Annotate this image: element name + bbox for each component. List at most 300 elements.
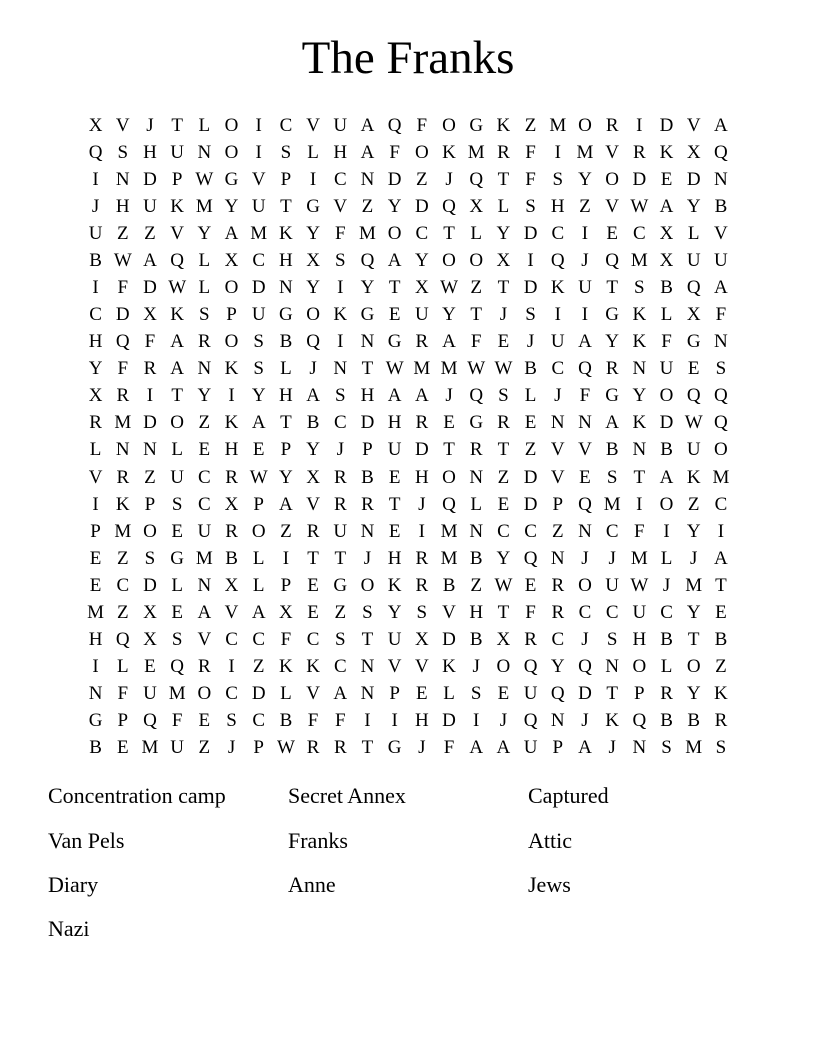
grid-letter: P — [280, 439, 292, 461]
grid-letter: F — [117, 358, 129, 380]
grid-letter: H — [333, 141, 348, 163]
grid-letter: D — [414, 195, 429, 217]
grid-letter: R — [415, 412, 429, 434]
grid-letter: N — [360, 683, 375, 705]
grid-letter: H — [387, 412, 402, 434]
grid-letter: Q — [523, 547, 538, 569]
grid-letter: L — [443, 683, 455, 705]
grid-letter: N — [360, 656, 375, 678]
grid-letter: S — [498, 385, 509, 407]
grid-letter: A — [170, 358, 185, 380]
grid-letter: J — [662, 574, 671, 596]
grid-letter: K — [279, 222, 293, 244]
grid-letter: N — [197, 574, 212, 596]
grid-letter: K — [306, 656, 320, 678]
grid-letter: V — [387, 656, 402, 678]
grid-letter: S — [525, 195, 536, 217]
grid-letter: I — [228, 385, 235, 407]
grid-letter: X — [414, 629, 429, 651]
grid-letter: L — [89, 439, 102, 461]
grid-letter: T — [633, 466, 646, 488]
grid-letter: K — [686, 466, 701, 488]
grid-letter: O — [469, 249, 484, 271]
grid-letter: S — [416, 601, 428, 623]
grid-letter: R — [225, 466, 238, 488]
grid-letter: I — [92, 277, 99, 298]
grid-letter: H — [550, 195, 565, 217]
grid-letter: H — [469, 601, 484, 623]
grid-letter: Z — [715, 656, 727, 678]
grid-row — [82, 464, 735, 491]
grid-letter: O — [170, 412, 185, 434]
grid-letter: Q — [143, 710, 157, 732]
grid-letter: V — [686, 114, 701, 136]
word-bank-item: Van Pels — [48, 827, 125, 853]
grid-letter: A — [496, 737, 511, 759]
word-bank — [48, 774, 788, 952]
grid-letter: L — [660, 656, 673, 678]
puzzle-title: The Franks — [301, 32, 515, 84]
grid-letter: P — [280, 168, 292, 190]
grid-letter: A — [578, 737, 592, 759]
grid-letter: I — [554, 141, 561, 163]
grid-letter: K — [224, 412, 239, 434]
grid-letter: C — [524, 520, 537, 542]
grid-letter: P — [171, 168, 183, 190]
grid-letter: A — [387, 385, 402, 407]
grid-letter: R — [605, 358, 619, 380]
grid-letter: A — [333, 683, 348, 705]
grid-letter: Q — [115, 629, 130, 651]
grid-letter: Q — [115, 331, 130, 353]
grid-letter: V — [197, 629, 212, 651]
grid-letter: U — [686, 439, 701, 461]
grid-letter: T — [497, 601, 510, 623]
grid-letter: O — [496, 656, 511, 678]
grid-letter: I — [309, 168, 317, 190]
grid-letter: Q — [387, 114, 402, 136]
grid-letter: X — [306, 466, 320, 488]
grid-letter: S — [525, 304, 536, 326]
grid-letter: C — [551, 222, 565, 244]
grid-letter: C — [714, 493, 728, 515]
grid-letter: Z — [116, 601, 129, 623]
grid-letter: R — [333, 466, 347, 488]
grid-letter: J — [554, 385, 562, 407]
grid-letter: V — [306, 683, 320, 705]
grid-letter: X — [686, 141, 701, 163]
grid-letter: T — [307, 547, 319, 569]
grid-letter: Q — [469, 168, 484, 190]
grid-letter: P — [90, 520, 101, 542]
grid-letter: D — [115, 304, 130, 326]
grid-letter: U — [88, 222, 103, 244]
grid-letter: T — [606, 277, 618, 298]
grid-letter: F — [634, 520, 645, 542]
grid-row — [82, 329, 735, 356]
grid-letter: X — [496, 629, 511, 651]
grid-letter: T — [280, 195, 292, 217]
grid-letter: Z — [144, 466, 156, 488]
grid-letter: E — [144, 656, 156, 678]
grid-letter: P — [253, 737, 264, 759]
grid-letter: O — [659, 385, 674, 407]
grid-letter: U — [143, 683, 157, 705]
grid-letter: E — [198, 710, 211, 732]
grid-letter: A — [714, 114, 728, 136]
grid-letter: R — [415, 547, 429, 569]
grid-letter: Q — [632, 710, 647, 732]
grid-letter: W — [440, 277, 458, 298]
grid-letter: H — [414, 710, 429, 732]
grid-letter: C — [551, 629, 565, 651]
grid-letter: Y — [578, 168, 592, 190]
grid-letter: N — [714, 168, 728, 190]
grid-letter: D — [251, 277, 266, 298]
grid-letter: V — [714, 222, 728, 244]
grid-letter: E — [715, 601, 727, 623]
grid-letter: B — [660, 629, 673, 651]
grid-letter: R — [198, 331, 211, 353]
grid-letter: L — [198, 114, 211, 136]
grid-letter: F — [117, 683, 129, 705]
grid-letter: O — [714, 439, 728, 461]
grid-letter: T — [280, 412, 292, 434]
grid-letter: Z — [524, 114, 537, 136]
grid-row — [82, 302, 735, 329]
grid-letter: C — [306, 629, 320, 651]
grid-letter: B — [89, 249, 102, 271]
word-bank-item: Franks — [288, 827, 348, 853]
grid-letter: T — [334, 547, 347, 569]
grid-letter: E — [388, 304, 401, 326]
grid-letter: H — [414, 466, 429, 488]
grid-letter: Z — [497, 466, 510, 488]
grid-letter: N — [360, 520, 375, 542]
grid-letter: K — [714, 683, 728, 705]
grid-letter: I — [636, 114, 643, 136]
grid-letter: S — [552, 168, 564, 190]
grid-letter: Z — [470, 574, 483, 596]
grid-row — [82, 626, 735, 653]
grid-letter: N — [360, 331, 375, 353]
grid-letter: L — [280, 358, 292, 380]
grid-letter: L — [470, 222, 483, 244]
grid-letter: Q — [469, 385, 484, 407]
grid-letter: Y — [686, 195, 701, 217]
grid-letter: Q — [523, 710, 538, 732]
grid-letter: I — [527, 249, 534, 271]
grid-letter: J — [309, 358, 317, 380]
grid-letter: L — [116, 656, 129, 678]
grid-letter: V — [170, 222, 185, 244]
grid-letter: D — [251, 683, 266, 705]
grid-letter: J — [499, 710, 508, 732]
grid-letter: N — [469, 466, 484, 488]
grid-letter: Z — [579, 195, 591, 217]
grid-letter: K — [632, 412, 647, 434]
grid-letter: Y — [550, 656, 565, 678]
grid-letter: F — [171, 710, 183, 732]
grid-letter: R — [333, 737, 347, 759]
grid-letter: J — [227, 737, 236, 759]
grid-row — [82, 735, 735, 762]
grid-letter: O — [442, 466, 456, 488]
grid-row — [82, 572, 735, 599]
grid-letter: Y — [442, 304, 456, 326]
grid-letter: E — [497, 683, 510, 705]
grid-letter: C — [279, 114, 293, 136]
grid-letter: F — [579, 385, 591, 407]
grid-letter: X — [659, 222, 674, 244]
grid-letter: Z — [144, 222, 156, 244]
grid-letter: F — [144, 331, 156, 353]
grid-row — [82, 383, 735, 410]
grid-letter: M — [467, 141, 485, 163]
grid-letter: Q — [578, 656, 592, 678]
grid-letter: E — [307, 574, 319, 596]
grid-letter: N — [632, 358, 647, 380]
grid-letter: C — [605, 601, 619, 623]
grid-letter: R — [469, 439, 483, 461]
grid-letter: T — [388, 493, 401, 515]
grid-letter: A — [170, 331, 185, 353]
grid-letter: K — [442, 656, 456, 678]
grid-letter: V — [550, 439, 565, 461]
grid-letter: G — [88, 710, 103, 732]
grid-row — [82, 708, 735, 735]
grid-letter: Y — [387, 195, 402, 217]
grid-letter: O — [578, 114, 592, 136]
grid-letter: P — [362, 439, 373, 461]
grid-letter: Q — [714, 385, 728, 407]
grid-letter: U — [714, 249, 728, 271]
grid-letter: N — [550, 710, 565, 732]
grid-letter: S — [362, 601, 373, 623]
grid-letter: I — [255, 114, 262, 136]
grid-letter: I — [418, 520, 425, 542]
grid-letter: I — [92, 656, 99, 678]
grid-letter: A — [306, 385, 320, 407]
grid-letter: B — [660, 710, 673, 732]
grid-letter: U — [251, 304, 266, 326]
grid-letter: Z — [198, 412, 211, 434]
grid-letter: I — [473, 710, 480, 732]
grid-letter: Q — [686, 277, 701, 298]
grid-letter: Z — [470, 277, 483, 298]
grid-letter: O — [605, 168, 620, 190]
grid-letter: I — [228, 656, 235, 678]
grid-letter: Y — [387, 601, 402, 623]
grid-letter: V — [414, 656, 429, 678]
grid-letter: X — [496, 249, 511, 271]
grid-letter: Q — [605, 249, 620, 271]
grid-letter: K — [442, 141, 456, 163]
grid-row — [82, 220, 735, 247]
grid-letter: Q — [360, 249, 375, 271]
grid-letter: L — [687, 222, 700, 244]
grid-letter: W — [494, 358, 513, 380]
grid-letter: H — [632, 629, 647, 651]
grid-row — [82, 274, 735, 301]
grid-letter: N — [605, 656, 620, 678]
grid-letter: W — [684, 412, 703, 434]
grid-letter: O — [224, 331, 239, 353]
grid-letter: X — [306, 249, 320, 271]
grid-letter: N — [360, 168, 375, 190]
grid-letter: Q — [686, 385, 701, 407]
grid-letter: A — [251, 412, 266, 434]
grid-letter: B — [714, 629, 728, 651]
grid-letter: C — [198, 493, 211, 515]
grid-letter: V — [88, 466, 103, 488]
grid-letter: E — [524, 574, 537, 596]
word-bank-item: Attic — [528, 827, 572, 853]
grid-letter: V — [224, 601, 239, 623]
grid-letter: S — [334, 629, 346, 651]
grid-letter: S — [117, 141, 129, 163]
grid-letter: X — [143, 304, 157, 326]
grid-letter: L — [660, 547, 673, 569]
grid-letter: E — [579, 466, 591, 488]
grid-letter: K — [632, 304, 647, 326]
grid-letter: J — [581, 249, 589, 271]
word-bank-item: Captured — [528, 783, 609, 809]
grid-letter: N — [550, 412, 565, 434]
grid-letter: V — [333, 195, 348, 217]
grid-letter: Z — [116, 547, 129, 569]
grid-letter: Y — [496, 222, 511, 244]
grid-letter: B — [89, 737, 102, 759]
grid-letter: A — [360, 141, 375, 163]
grid-letter: S — [661, 737, 672, 759]
grid-letter: T — [361, 737, 374, 759]
grid-letter: Y — [632, 385, 647, 407]
grid-letter: D — [523, 493, 538, 515]
grid-letter: I — [92, 493, 99, 515]
grid-letter: V — [442, 601, 456, 623]
grid-letter: Y — [686, 683, 701, 705]
grid-letter: A — [224, 222, 239, 244]
grid-letter: D — [632, 168, 647, 190]
grid-letter: M — [712, 466, 730, 488]
grid-letter: N — [578, 520, 592, 542]
grid-letter: U — [578, 277, 592, 298]
grid-letter: O — [143, 520, 157, 542]
grid-letter: H — [279, 249, 293, 271]
grid-letter: X — [279, 601, 293, 623]
grid-letter: T — [171, 114, 183, 136]
grid-letter: P — [389, 683, 400, 705]
grid-letter: K — [170, 304, 185, 326]
grid-letter: L — [252, 547, 265, 569]
grid-letter: M — [685, 737, 703, 759]
grid-letter: C — [333, 412, 347, 434]
grid-letter: F — [525, 601, 536, 623]
grid-letter: Q — [170, 656, 185, 678]
grid-letter: Y — [306, 439, 320, 461]
grid-letter: O — [251, 520, 266, 542]
grid-letter: F — [389, 141, 400, 163]
grid-letter: C — [252, 249, 266, 271]
grid-letter: S — [334, 385, 346, 407]
word-bank-item: Secret Annex — [288, 783, 406, 809]
grid-letter: C — [89, 304, 102, 326]
grid-letter: J — [581, 547, 589, 569]
grid-letter: U — [143, 195, 157, 217]
grid-letter: G — [469, 114, 484, 136]
grid-letter: I — [364, 710, 371, 732]
grid-letter: I — [554, 304, 561, 326]
grid-letter: A — [469, 737, 484, 759]
grid-letter: G — [306, 195, 320, 217]
grid-letter: S — [334, 249, 346, 271]
grid-letter: L — [524, 385, 537, 407]
grid-letter: D — [578, 683, 592, 705]
grid-letter: A — [659, 466, 674, 488]
letter-grid — [82, 112, 735, 762]
grid-letter: R — [225, 520, 238, 542]
grid-letter: R — [306, 520, 320, 542]
grid-letter: S — [144, 547, 156, 569]
grid-letter: T — [388, 277, 401, 298]
grid-row — [82, 139, 735, 166]
grid-letter: J — [146, 114, 154, 136]
word-bank-row — [48, 907, 788, 951]
grid-letter: F — [525, 141, 536, 163]
grid-letter: C — [333, 168, 347, 190]
grid-letter: D — [659, 114, 674, 136]
grid-letter: L — [198, 249, 211, 271]
grid-letter: C — [660, 601, 673, 623]
grid-letter: R — [551, 574, 565, 596]
grid-letter: E — [388, 466, 401, 488]
grid-letter: N — [197, 358, 212, 380]
grid-letter: Q — [578, 493, 592, 515]
grid-letter: X — [224, 493, 239, 515]
grid-letter: T — [361, 358, 374, 380]
grid-letter: T — [470, 304, 483, 326]
grid-letter: X — [224, 574, 239, 596]
grid-letter: U — [170, 466, 185, 488]
grid-letter: E — [524, 412, 537, 434]
grid-letter: W — [195, 168, 214, 190]
grid-letter: R — [415, 331, 429, 353]
grid-letter: H — [224, 439, 239, 461]
grid-letter: R — [198, 656, 211, 678]
grid-letter: V — [578, 439, 592, 461]
grid-letter: U — [659, 358, 674, 380]
grid-letter: L — [280, 683, 292, 705]
grid-letter: E — [416, 683, 428, 705]
word-bank-row — [48, 863, 788, 907]
grid-letter: Q — [88, 141, 103, 163]
grid-letter: M — [440, 520, 458, 542]
grid-row — [82, 654, 735, 681]
grid-letter: E — [660, 168, 673, 190]
grid-letter: M — [87, 601, 105, 623]
grid-letter: D — [523, 466, 538, 488]
grid-letter: J — [418, 737, 426, 759]
grid-letter: S — [226, 710, 237, 732]
grid-letter: A — [251, 601, 266, 623]
grid-letter: T — [715, 574, 727, 596]
grid-letter: B — [306, 412, 320, 434]
grid-letter: R — [89, 412, 102, 434]
grid-letter: T — [443, 439, 455, 461]
grid-letter: O — [659, 493, 674, 515]
grid-letter: D — [659, 412, 674, 434]
